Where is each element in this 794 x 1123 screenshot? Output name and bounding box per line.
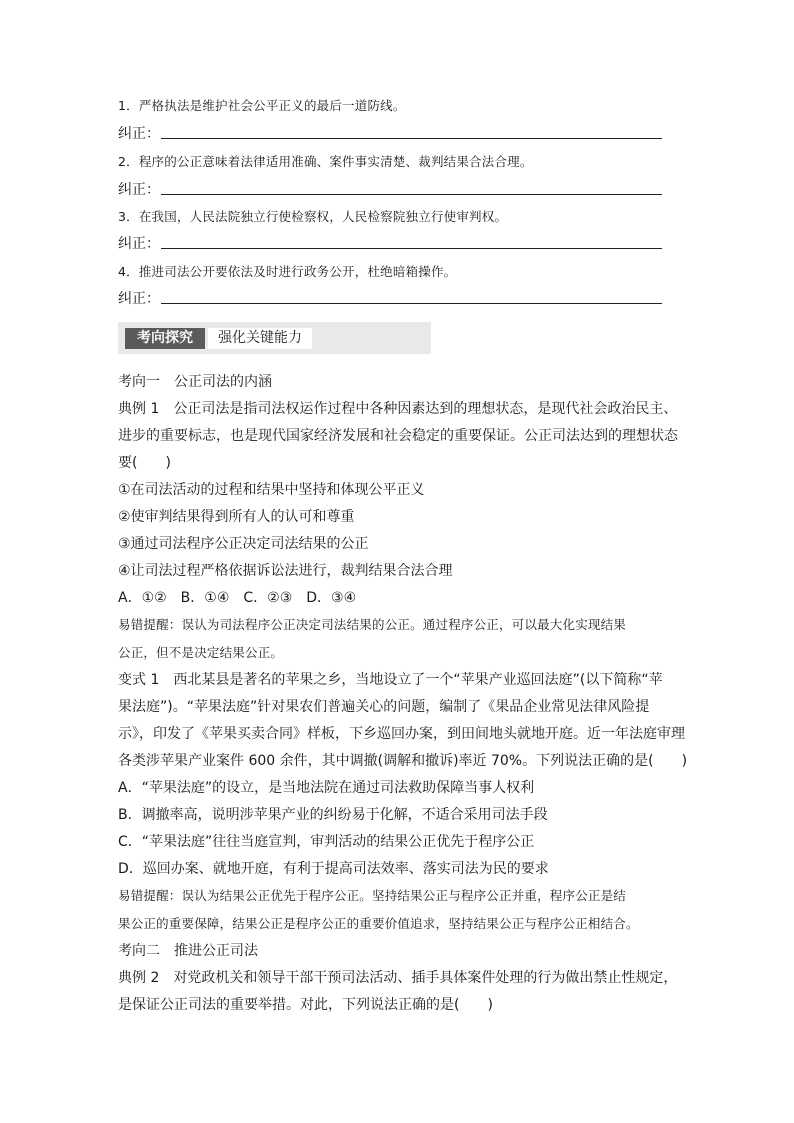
variant1-line-3: 示》，印发了《苹果买卖合同》样板，下乡巡回办案，到田间地头就地开庭。近一年法庭审理 [118, 726, 685, 742]
correction-label: 纠正： [118, 291, 160, 307]
example1-line-2: 进步的重要标志，也是现代国家经济发展和社会稳定的重要保证。公正司法达到的理想状态 [118, 428, 678, 444]
correction-label: 纠正： [118, 126, 160, 142]
example1-choices: A．①② B．①④ C．②③ D．③④ [118, 590, 357, 606]
example1-option-4: ④让司法过程严格依据诉讼法进行，裁判结果合法合理 [118, 563, 453, 579]
example1-option-3: ③通过司法程序公正决定司法结果的公正 [118, 536, 369, 552]
example1-option-1: ①在司法活动的过程和结果中坚持和体现公平正义 [118, 482, 425, 498]
exercise-item-1: 1．严格执法是维护社会公平正义的最后一道防线。 [118, 98, 406, 113]
correction-row-4 [118, 288, 160, 308]
example2-line-1: 典例 2 对党政机关和领导干部干预司法活动、插手具体案件处理的行为做出禁止性规定， [118, 970, 678, 986]
variant1-option-a: A．“苹果法庭”的设立，是当地法院在通过司法救助保障当事人权利 [118, 780, 535, 796]
correction-label: 纠正： [118, 182, 160, 198]
example1-line-3: 要( ) [118, 455, 171, 471]
exercise-item-2: 2．程序的公正意味着法律适用准确、案件事实清楚、裁判结果合法合理。 [118, 154, 533, 169]
variant1-line-4: 各类涉苹果产业案件 600 余件，其中调撤(调解和撤诉)率近 70%。下列说法正确的是( ) [118, 753, 688, 769]
example1-tip-line-2: 公正，但不是决定结果公正。 [118, 645, 284, 660]
variant1-tip-line-1: 易错提醒：误认为结果公正优先于程序公正。坚持结果公正与程序公正并重，程序公正是结 [118, 888, 627, 903]
correction-blank-3[interactable] [161, 248, 662, 249]
exercise-item-4: 4．推进司法公开要依法及时进行政务公开，杜绝暗箱操作。 [118, 264, 457, 279]
example1-line-1: 典例 1 公正司法是指司法权运作过程中各种因素达到的理想状态，是现代社会政治民主、 [118, 401, 678, 417]
correction-blank-1[interactable] [161, 138, 662, 139]
example1-option-2: ②使审判结果得到所有人的认可和尊重 [118, 509, 355, 525]
variant1-line-1: 变式 1 西北某县是著名的苹果之乡，当地设立了一个“苹果产业巡回法庭”(以下简称“苹 [118, 672, 663, 688]
section-banner [118, 322, 431, 354]
correction-blank-4[interactable] [161, 303, 662, 304]
correction-row-2 [118, 179, 160, 199]
variant1-option-b: B．调撤率高，说明涉苹果产业的纠纷易于化解，不适合采用司法手段 [118, 807, 548, 823]
example1-tip-line-1: 易错提醒：误认为司法程序公正决定司法结果的公正。通过程序公正，可以最大化实现结果 [118, 617, 627, 632]
correction-label: 纠正： [118, 236, 160, 252]
banner-tag: 考向探究 [125, 328, 205, 349]
correction-row-3 [118, 233, 160, 253]
variant1-tip-line-2: 果公正的重要保障，结果公正是程序公正的重要价值追求，坚持结果公正与程序公正相结合。 [118, 916, 639, 931]
correction-blank-2[interactable] [161, 194, 662, 195]
variant1-option-d: D．巡回办案、就地开庭，有利于提高司法效率、落实司法为民的要求 [118, 861, 549, 877]
example2-line-2: 是保证公正司法的重要举措。对此，下列说法正确的是( ) [118, 997, 493, 1013]
variant1-line-2: 果法庭”)。“苹果法庭”针对果农们普遍关心的问题，编制了《果品企业常见法律风险提 [118, 699, 650, 715]
correction-row-1 [118, 123, 160, 143]
section2-heading: 考向二 推进公正司法 [118, 943, 258, 959]
section1-heading: 考向一 公正司法的内涵 [118, 374, 272, 390]
variant1-option-c: C．“苹果法庭”往往当庭宣判，审判活动的结果公正优先于程序公正 [118, 834, 535, 850]
banner-subtitle: 强化关键能力 [208, 328, 312, 349]
exercise-item-3: 3．在我国，人民法院独立行使检察权，人民检察院独立行使审判权。 [118, 209, 508, 224]
